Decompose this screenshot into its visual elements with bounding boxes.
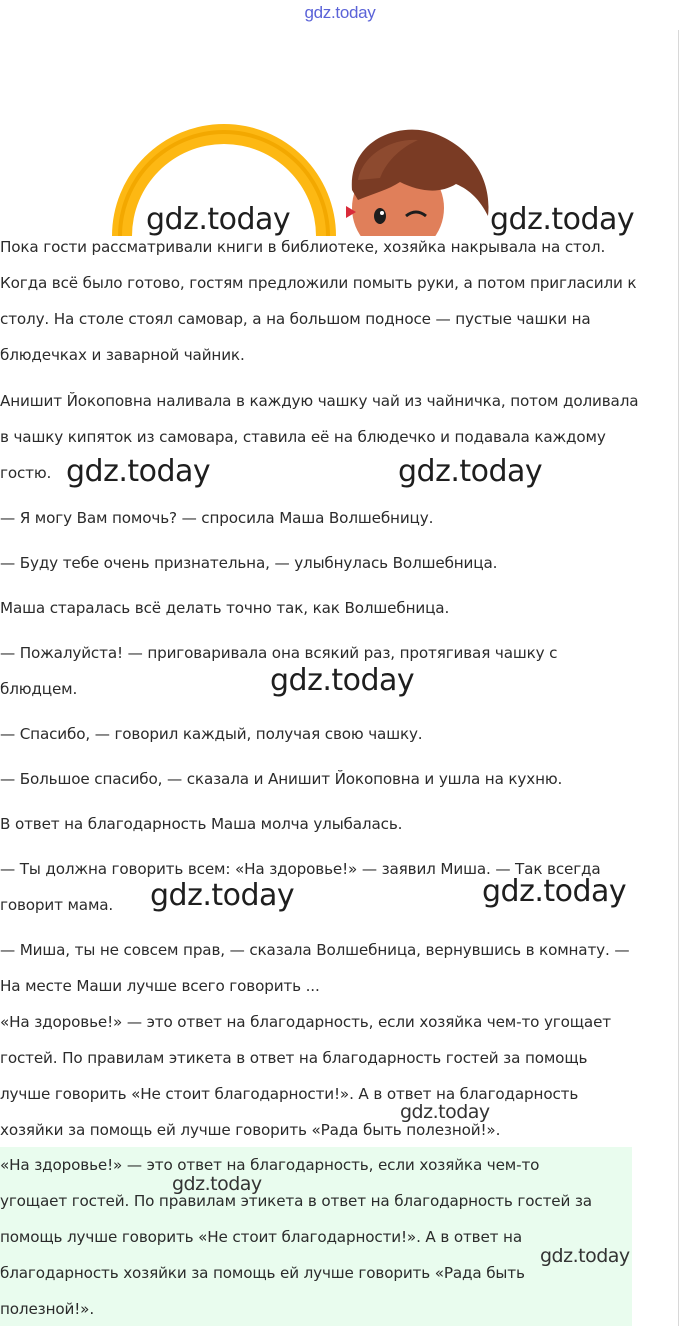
text-line: Анишит Йокоповна наливала в каждую чашку чай из чайничка, потом доливала [0,392,639,410]
text-line: Пока гости рассматривали книги в библиотеке, хозяйка накрывала на стол. [0,238,606,256]
text-line: В ответ на благодарность Маша молча улыбалась. [0,815,403,833]
text-line: — Миша, ты не совсем прав, — сказала Волшебница, вернувшись в комнату. — [0,941,630,959]
text-line: блюдечках и заварной чайник. [0,346,245,364]
text-line: На месте Маши лучше всего говорить ... [0,977,320,995]
text-line: Маша старалась всё делать точно так, как Волшебница. [0,599,450,617]
text-line: лучше говорить «Не стоит благодарности!». А в ответ на благодарность [0,1085,579,1103]
watermark: gdz.today [150,878,295,913]
paragraph [0,716,678,752]
answer-line: благодарность хозяйки за помощь ей лучше говорить «Рада быть [0,1264,525,1282]
text-line: — Пожалуйста! — приговаривала она всякий раз, протягивая чашку с [0,644,558,662]
text-line: гостей. По правилам этикета в ответ на благодарность гостей за помощь [0,1049,588,1067]
paragraph [0,545,678,581]
paragraph [0,932,678,1004]
answer-line: «На здоровье!» — это ответ на благодарность, если хозяйка чем-то [0,1156,540,1174]
watermark: gdz.today [482,874,627,909]
watermark: gdz.today [398,454,543,489]
boy-character [346,130,489,236]
answer-line: помощь лучше говорить «Не стоит благодарности!». А в ответ на [0,1228,522,1246]
text-line: — Буду тебе очень признательна, — улыбнулась Волшебница. [0,554,498,572]
watermark: gdz.today [540,1245,630,1267]
content-border [678,30,679,1326]
answer-text [0,1147,592,1327]
watermark: gdz.today [146,202,291,237]
text-line: говорит мама. [0,896,114,914]
watermark: gdz.today [172,1173,262,1195]
text-line: в чашку кипяток из самовара, ставила её на блюдечко и подавала каждому [0,428,606,446]
text-line: — Я могу Вам помочь? — спросила Маша Волшебницу. [0,509,434,527]
text-line: Когда всё было готово, гостям предложили помыть руки, а потом пригласили к [0,274,637,292]
paragraph [0,806,678,842]
text-line: — Ты должна говорить всем: «На здоровье!» — заявил Миша. — Так всегда [0,860,601,878]
paragraph [0,761,678,797]
watermark: gdz.today [270,663,415,698]
paragraph [0,590,678,626]
answer-line: полезной!». [0,1300,94,1318]
text-line: хозяйки за помощь ей лучше говорить «Рада быть полезной!». [0,1121,501,1139]
text-line: «На здоровье!» — это ответ на благодарность, если хозяйка чем-то угощает [0,1013,611,1031]
text-line: столу. На столе стоял самовар, а на большом подносе — пустые чашки на [0,310,591,328]
text-line: гостю. [0,464,52,482]
text-line: — Большое спасибо, — сказала и Анишит Йокоповна и ушла на кухню. [0,770,563,788]
paragraph [0,1004,678,1148]
text-line: блюдцем. [0,680,78,698]
paragraph [0,229,678,373]
text-line: — Спасибо, — говорил каждый, получая свою чашку. [0,725,423,743]
watermark: gdz.today [400,1101,490,1123]
watermark: gdz.today [66,454,211,489]
paragraph [0,500,678,536]
answer-line: угощает гостей. По правилам этикета в ответ на благодарность гостей за [0,1192,592,1210]
watermark: gdz.today [490,202,635,237]
site-logo[interactable]: gdz.today [304,3,376,22]
